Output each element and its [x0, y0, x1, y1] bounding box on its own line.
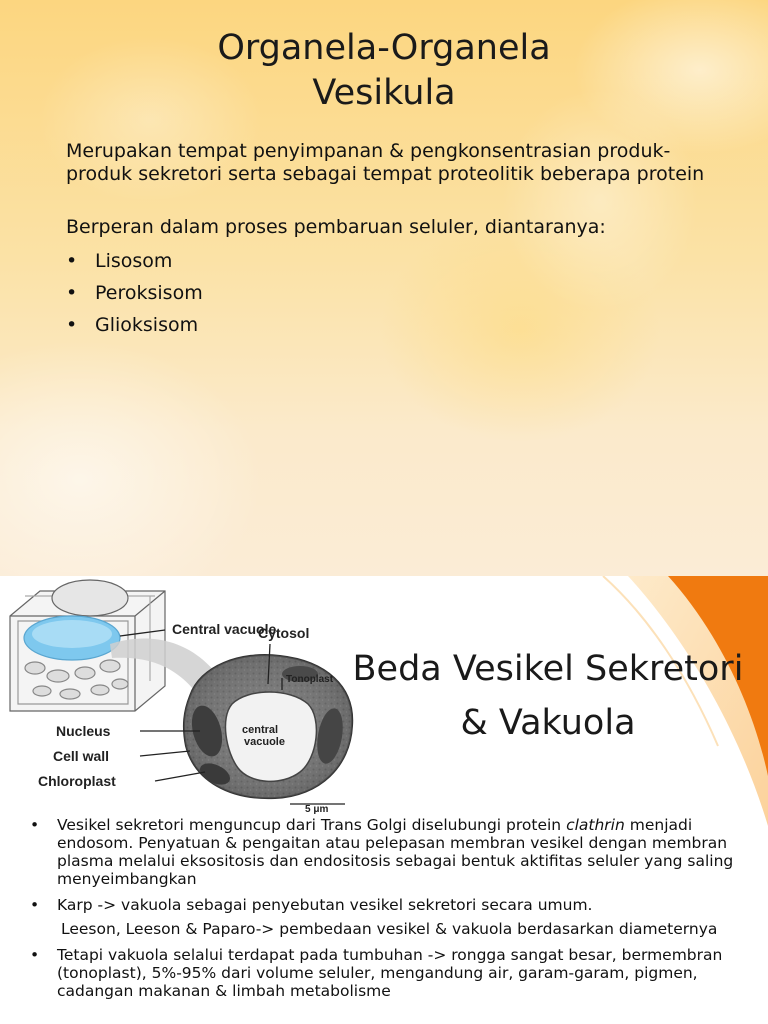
bullet-symbol: •: [30, 816, 40, 834]
slide-2: [0, 576, 768, 1024]
slide-1-paragraph-2: Berperan dalam proses pembaruan seluler, diantaranya:: [66, 216, 606, 238]
slide-2-title-line1: Beda Vesikel Sekretori: [352, 649, 744, 689]
bullet-3-text: Tetapi vakuola selalui terdapat pada tumbuhan -> rongga sangat besar, bermembran (tonoplast), 5%-95% dari volume seluler, mengandung air, garam-garam, pigmen, cadangan makanan & limbah metabolisme: [57, 946, 723, 1000]
bullet-1-text-b: menjadi endosom. Penyatuan & pengaitan atau pelepasan membran vesikel dengan membran plasma melalui eksositosis dan endositosis sebagai bentuk aktifitas seluler yang saling menyeimbangkan: [57, 816, 734, 888]
bullet-2-text: Karp -> vakuola sebagai penyebutan vesikel sekretori secara umum.: [57, 896, 593, 914]
slide-2-body: [30, 816, 752, 1008]
slide-1-title-line2: Vesikula: [312, 73, 456, 113]
list-item-glioksisom: • Glioksisom: [66, 309, 726, 341]
slide-2-bullet-3: [30, 946, 752, 1000]
label-tonoplast: Tonoplast: [286, 674, 334, 685]
label-cytosol: Cytosol: [258, 625, 310, 641]
slide-1-title-line1: Organela-Organela: [217, 28, 551, 68]
label-nucleus: Nucleus: [56, 723, 111, 739]
label-inner-central: central: [242, 724, 279, 736]
list-item-peroksisom: • Peroksisom: [66, 277, 726, 309]
bullet-1-italic: clathrin: [566, 816, 625, 834]
bullet-symbol: •: [30, 946, 40, 964]
label-inner-vacuole: vacuole: [244, 736, 285, 748]
label-cell-wall: Cell wall: [53, 748, 110, 764]
slide-2-bullet-1: [30, 816, 752, 888]
label-central-vacuole: Central vacuole: [172, 621, 277, 637]
label-scale-bar: 5 μm: [305, 804, 329, 815]
slide-1-body: [66, 140, 726, 341]
slide-1-paragraph-1: Merupakan tempat penyimpanan & pengkonsentrasian produk-produk sekretori serta sebagai tempat proteolitik beberapa protein: [66, 140, 705, 185]
bullet-symbol: •: [30, 896, 40, 914]
list-item-lisosom: • Lisosom: [66, 245, 726, 277]
slide-2-bullet-2-sub: Leeson, Leeson & Paparo-> pembedaan vesikel & vakuola berdasarkan diameternya: [61, 920, 718, 938]
slide-2-title-line2: & Vakuola: [460, 703, 636, 743]
bullet-1-text-a: Vesikel sekretori menguncup dari Trans Golgi diselubungi protein: [57, 816, 567, 834]
slide-2-title: [348, 642, 748, 750]
slide-2-bullet-2: [30, 896, 752, 914]
organelle-list: [66, 245, 726, 341]
label-chloroplast: Chloroplast: [38, 773, 116, 789]
plant-cell-diagram: [0, 576, 370, 816]
slide-1-title: [0, 26, 768, 116]
